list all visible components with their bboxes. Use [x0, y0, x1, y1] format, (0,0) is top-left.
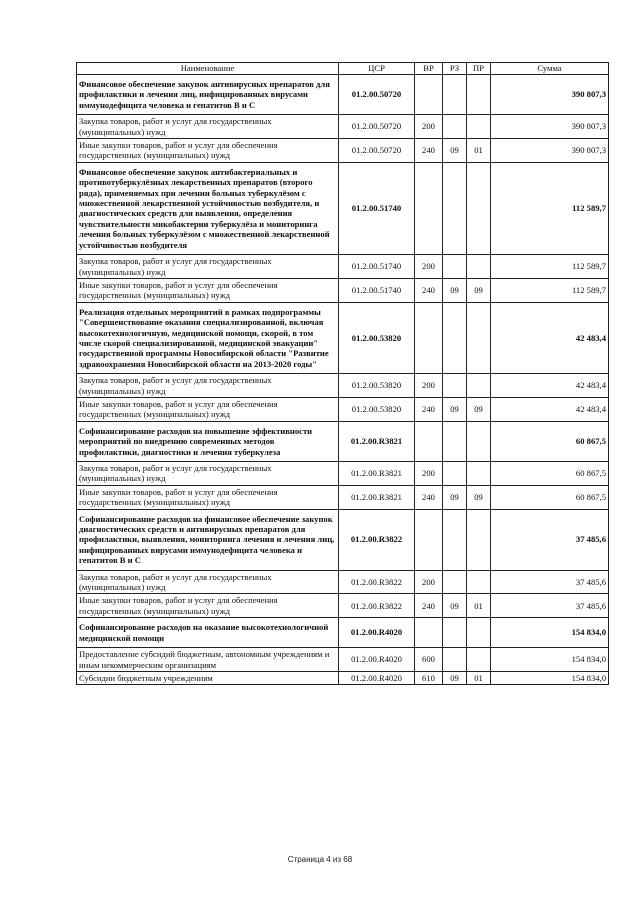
row-pr	[467, 255, 491, 279]
row-sum: 42 483,4	[491, 302, 609, 373]
row-pr	[467, 75, 491, 115]
row-vr: 600	[415, 648, 443, 672]
row-csr: 01.2.00.R3821	[339, 462, 415, 486]
table-row	[77, 278, 609, 302]
row-name: Финансовое обеспечение закупок антибактериальных и противотуберкулёзных лекарственных препаратов (второго ряда), применяемых при лечении больных туберкулёзом с множественной лекарственной устойчивостью возбудителя, и диагностических средств для выявления, определения чувствительности микобактерии туберкулёза и мониторинга лечения больных туберкулёзом с множественной лекарственной устойчивостью возбудителя	[77, 162, 339, 254]
table-row	[77, 374, 609, 398]
row-vr: 200	[415, 570, 443, 594]
row-pr: 09	[467, 397, 491, 421]
row-rz: 09	[443, 397, 467, 421]
row-pr	[467, 509, 491, 570]
row-sum: 154 834,0	[491, 671, 609, 684]
row-name: Закупка товаров, работ и услуг для государственных (муниципальных) нужд	[77, 255, 339, 279]
row-csr: 01.2.00.R3821	[339, 485, 415, 509]
row-rz: 09	[443, 139, 467, 163]
row-pr	[467, 618, 491, 648]
table-row	[77, 485, 609, 509]
row-rz: 09	[443, 671, 467, 684]
table-row	[77, 671, 609, 684]
row-pr	[467, 374, 491, 398]
row-rz: 09	[443, 594, 467, 618]
row-name: Иные закупки товаров, работ и услуг для обеспечения государственных (муниципальных) нужд	[77, 594, 339, 618]
row-csr: 01.2.00.53820	[339, 302, 415, 373]
row-name: Софинансирование расходов на оказание высокотехнологичной медицинской помощи	[77, 618, 339, 648]
row-rz	[443, 421, 467, 461]
row-pr	[467, 648, 491, 672]
row-name: Софинансирование расходов на финансовое обеспечение закупок диагностических средств и антивирусных препаратов для профилактики, выявления, мониторинга лечения и лечения лиц, инфицированных вирусами иммунодефицита человека и гепатитов В и С	[77, 509, 339, 570]
table-row	[77, 462, 609, 486]
row-pr	[467, 302, 491, 373]
row-csr: 01.2.00.53820	[339, 374, 415, 398]
row-name: Софинансирование расходов на повышение эффективности мероприятий по внедрению современных методов профилактики, диагностики и лечения туберкулеза	[77, 421, 339, 461]
row-rz	[443, 374, 467, 398]
row-vr	[415, 302, 443, 373]
row-csr: 01.2.00.R3821	[339, 421, 415, 461]
row-sum: 42 483,4	[491, 397, 609, 421]
row-pr: 09	[467, 278, 491, 302]
header-rz: РЗ	[443, 63, 467, 75]
row-csr: 01.2.00.50720	[339, 75, 415, 115]
row-name: Предоставление субсидий бюджетным, автономным учреждениям и иным некоммерческим организациям	[77, 648, 339, 672]
row-rz	[443, 570, 467, 594]
row-csr: 01.2.00.51740	[339, 278, 415, 302]
row-pr: 09	[467, 485, 491, 509]
row-csr: 01.2.00.R4020	[339, 618, 415, 648]
row-sum: 154 834,0	[491, 618, 609, 648]
header-csr: ЦСР	[339, 63, 415, 75]
row-rz	[443, 162, 467, 254]
row-rz	[443, 115, 467, 139]
row-sum: 390 807,3	[491, 115, 609, 139]
row-name: Финансовое обеспечение закупок антивирусных препаратов для профилактики и лечения лиц, инфицированных вирусами иммунодефицита человека и гепатитов В и С	[77, 75, 339, 115]
row-rz: 09	[443, 278, 467, 302]
row-name: Иные закупки товаров, работ и услуг для обеспечения государственных (муниципальных) нужд	[77, 485, 339, 509]
row-vr	[415, 509, 443, 570]
row-csr: 01.2.00.51740	[339, 162, 415, 254]
row-name: Иные закупки товаров, работ и услуг для обеспечения государственных (муниципальных) нужд	[77, 139, 339, 163]
row-csr: 01.2.00.53820	[339, 397, 415, 421]
table-row	[77, 302, 609, 373]
row-name: Закупка товаров, работ и услуг для государственных (муниципальных) нужд	[77, 374, 339, 398]
row-pr	[467, 421, 491, 461]
header-name: Наименование	[77, 63, 339, 75]
table-header-row	[77, 63, 609, 75]
row-sum: 112 589,7	[491, 278, 609, 302]
row-sum: 112 589,7	[491, 162, 609, 254]
row-vr: 200	[415, 115, 443, 139]
row-csr: 01.2.00.R3822	[339, 594, 415, 618]
row-vr: 200	[415, 374, 443, 398]
table-row	[77, 397, 609, 421]
table-row	[77, 421, 609, 461]
table-row	[77, 255, 609, 279]
row-sum: 154 834,0	[491, 648, 609, 672]
table-row	[77, 509, 609, 570]
table-row	[77, 618, 609, 648]
row-rz	[443, 75, 467, 115]
row-csr: 01.2.00.R4020	[339, 671, 415, 684]
row-csr: 01.2.00.50720	[339, 115, 415, 139]
page-footer: Страница 4 из 68	[287, 855, 353, 864]
row-vr: 240	[415, 139, 443, 163]
row-pr: 01	[467, 139, 491, 163]
budget-table	[76, 62, 609, 685]
row-name: Реализация отдельных мероприятий в рамках подпрограммы "Совершенствование оказания специализированной, включая высокотехнологичную, медицинской помощи, скорой, в том числе скорой специализированной, медицинской эвакуации" государственной программы Новосибирской области "Развитие здравоохранения Новосибирской области на 2013-2020 годы"	[77, 302, 339, 373]
table-body	[77, 75, 609, 685]
row-sum: 60 867,5	[491, 462, 609, 486]
row-sum: 37 485,6	[491, 594, 609, 618]
row-rz	[443, 462, 467, 486]
row-vr: 610	[415, 671, 443, 684]
row-csr: 01.2.00.50720	[339, 139, 415, 163]
row-sum: 37 485,6	[491, 509, 609, 570]
row-csr: 01.2.00.51740	[339, 255, 415, 279]
row-rz	[443, 255, 467, 279]
row-csr: 01.2.00.R4020	[339, 648, 415, 672]
row-name: Иные закупки товаров, работ и услуг для обеспечения государственных (муниципальных) нужд	[77, 397, 339, 421]
row-vr: 200	[415, 462, 443, 486]
row-csr: 01.2.00.R3822	[339, 509, 415, 570]
row-rz	[443, 618, 467, 648]
row-sum: 60 867,5	[491, 485, 609, 509]
row-sum: 42 483,4	[491, 374, 609, 398]
table-row	[77, 115, 609, 139]
row-vr: 240	[415, 397, 443, 421]
table-row	[77, 570, 609, 594]
row-rz	[443, 302, 467, 373]
row-name: Закупка товаров, работ и услуг для государственных (муниципальных) нужд	[77, 570, 339, 594]
row-sum: 60 867,5	[491, 421, 609, 461]
row-sum: 390 807,3	[491, 75, 609, 115]
table-row	[77, 162, 609, 254]
row-vr	[415, 162, 443, 254]
header-pr: ПР	[467, 63, 491, 75]
row-pr: 01	[467, 671, 491, 684]
row-pr	[467, 115, 491, 139]
row-sum: 112 589,7	[491, 255, 609, 279]
row-vr	[415, 421, 443, 461]
row-csr: 01.2.00.R3822	[339, 570, 415, 594]
row-rz	[443, 509, 467, 570]
row-pr	[467, 570, 491, 594]
table-row	[77, 594, 609, 618]
table-row	[77, 139, 609, 163]
row-name: Закупка товаров, работ и услуг для государственных (муниципальных) нужд	[77, 462, 339, 486]
row-name: Закупка товаров, работ и услуг для государственных (муниципальных) нужд	[77, 115, 339, 139]
row-sum: 37 485,6	[491, 570, 609, 594]
row-vr: 240	[415, 594, 443, 618]
row-pr	[467, 162, 491, 254]
row-rz: 09	[443, 485, 467, 509]
table-row	[77, 75, 609, 115]
header-vr: ВР	[415, 63, 443, 75]
header-sum: Сумма	[491, 63, 609, 75]
row-rz	[443, 648, 467, 672]
row-name: Иные закупки товаров, работ и услуг для обеспечения государственных (муниципальных) нужд	[77, 278, 339, 302]
row-name: Субсидии бюджетным учреждениям	[77, 671, 339, 684]
row-pr	[467, 462, 491, 486]
row-vr: 200	[415, 255, 443, 279]
row-pr: 01	[467, 594, 491, 618]
row-vr	[415, 618, 443, 648]
row-vr	[415, 75, 443, 115]
table-row	[77, 648, 609, 672]
row-vr: 240	[415, 278, 443, 302]
row-sum: 390 807,3	[491, 139, 609, 163]
row-vr: 240	[415, 485, 443, 509]
